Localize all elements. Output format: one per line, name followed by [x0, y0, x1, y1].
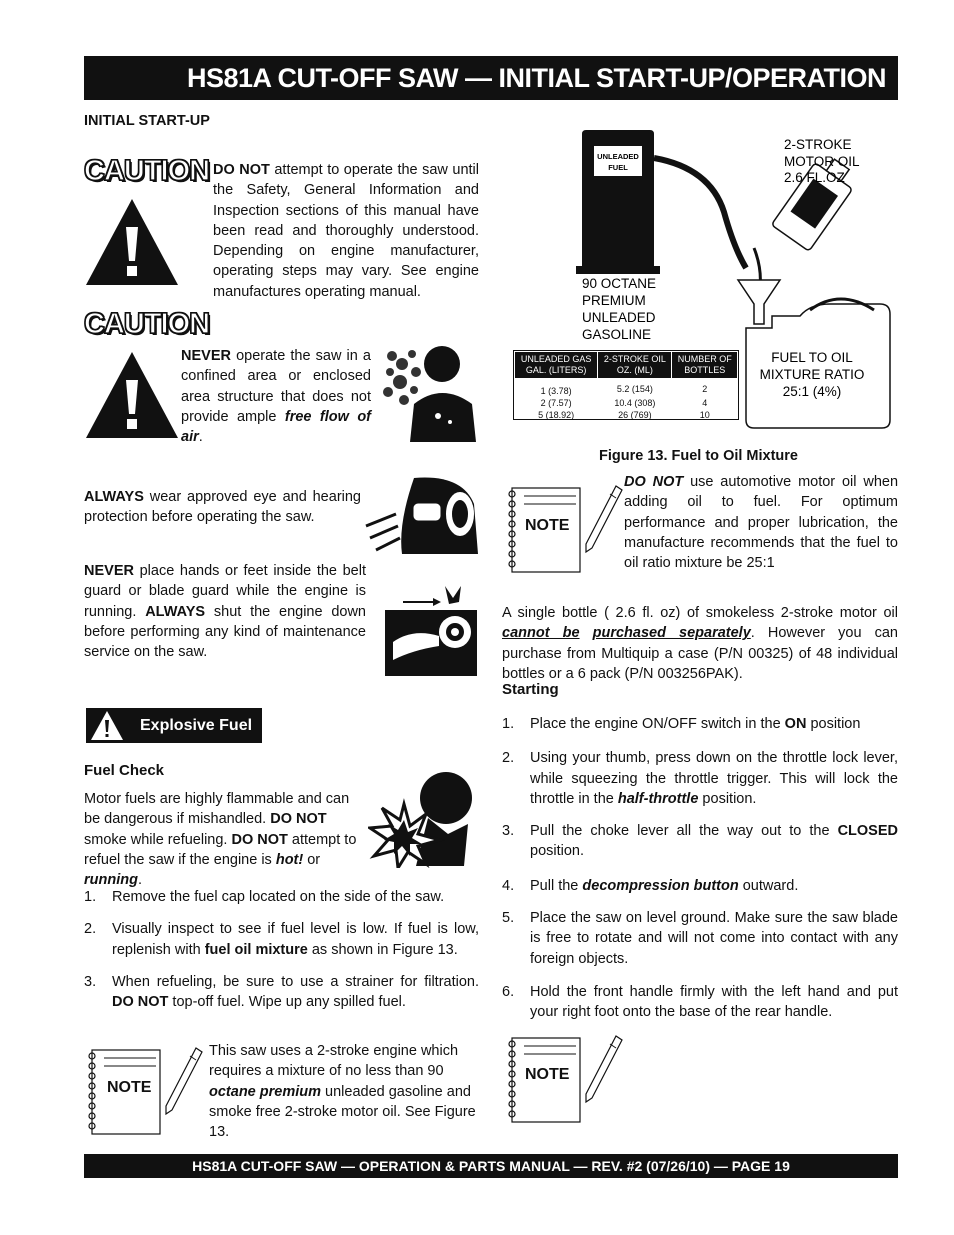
list-item: 1. Place the engine ON/OFF switch in the ON position — [502, 716, 861, 732]
note-label: NOTE — [107, 1079, 152, 1096]
starting-steps — [502, 714, 898, 1023]
starting-heading: Starting — [502, 681, 559, 698]
explosive-fuel-label: Explosive Fuel — [140, 717, 253, 734]
warning-triangle-icon — [84, 197, 180, 287]
table-row: 1 (3.78) 5.2 (154) 2 — [540, 384, 708, 396]
caution-label-2: CAUTION — [84, 308, 210, 340]
never-hands-text: NEVER place hands or feet inside the belt guard or blade guard while the engine is running. ALWAYS shut the engine down before performing any kind of maintenance service on the saw. — [84, 563, 366, 661]
caution-1-text: DO NOT attempt to operate the saw until the Safety, General Information and Inspection sections of this manual have been read and thoroughly understood. Depending on engine manufacturer, operating steps may vary. See engine manufactures operating manual. — [213, 162, 480, 300]
table-row: 5 (18.92) 26 (769) 10 — [538, 410, 710, 420]
list-item: 2. Visually inspect to see if fuel level is low. If fuel is low, replenish with fuel oil mixture as shown in Figure 13. — [84, 921, 479, 958]
page-footer — [84, 1154, 898, 1178]
oil-label-2: MOTOR OIL — [784, 154, 860, 169]
ratio-label-1: FUEL TO OIL — [771, 350, 853, 365]
fuel-check-heading: Fuel Check — [84, 762, 165, 779]
list-item: 1. Remove the fuel cap located on the side of the saw. — [84, 889, 445, 905]
list-item: 5. Place the saw on level ground. Make sure the saw blade is free to rotate and will not come into contact with any foreign objects. — [502, 910, 898, 967]
list-item: 2. Using your thumb, press down on the throttle lock lever, while squeezing the throttle trigger. This will lock the throttle in the half-throttle position. — [502, 750, 898, 807]
fuel-check-steps — [84, 887, 479, 1012]
footer-text: HS81A CUT-OFF SAW — OPERATION & PARTS MANUAL — REV. #2 (07/26/10) — PAGE 19 — [192, 1158, 790, 1174]
warning-triangle-icon — [90, 710, 124, 741]
exhaust-fumes-icon — [380, 342, 480, 442]
mixture-table — [514, 351, 738, 421]
note-text: This saw uses a 2-stroke engine which requires a mixture of no less than 90 octane premium unleaded gasoline and smoke free 2-stroke motor oil. See Figure 13. — [209, 1043, 476, 1141]
ratio-label-3: 25:1 (4%) — [782, 384, 842, 399]
eye-ear-protection-icon — [362, 474, 480, 558]
list-item: 4. Pull the decompression button outward. — [502, 877, 799, 894]
pump-label-2: FUEL — [608, 163, 628, 172]
list-item: 3. Pull the choke lever all the way out to the CLOSED position. — [502, 823, 898, 860]
gas-label-4: GASOLINE — [582, 327, 652, 342]
fuel-check-text: Motor fuels are highly flammable and can be dangerous if mishandled. DO NOT smoke while refueling. DO NOT attempt to refuel the saw if the engine is hot! or running. — [84, 791, 357, 889]
explosive-fuel-banner — [86, 708, 262, 743]
pump-label-1: UNLEADED — [597, 152, 639, 161]
table-header: 2-STROKE OIL OZ. (ML) — [598, 352, 672, 379]
note-label: NOTE — [525, 1066, 570, 1083]
bottle-paragraph: A single bottle ( 2.6 fl. oz) of smokeless 2-stroke motor oil cannot be purchased separately. However you can purchase from Multiquip a case (P/N 00325) of 48 individual bottles or a 6 pack (P/N 003256PAK). — [502, 605, 898, 682]
gas-label-3: UNLEADED — [582, 310, 656, 325]
section-heading: INITIAL START-UP — [84, 113, 210, 129]
belt-guard-hazard-icon — [383, 580, 479, 676]
list-item: 6. Hold the front handle firmly with the left hand and put your right foot onto the base of the rear handle. — [502, 983, 898, 1021]
table-row: 2 (7.57) 10.4 (308) 4 — [540, 398, 708, 408]
page-header — [84, 56, 898, 100]
table-header: NUMBER OF BOTTLES — [672, 352, 738, 379]
oil-label-1: 2-STROKE — [784, 137, 852, 152]
oil-label-3: 2.6 FL.OZ — [784, 170, 845, 185]
ratio-label-2: MIXTURE RATIO — [759, 367, 865, 382]
note-1-text: DO NOT use automotive motor oil when adding oil to fuel. For optimum performance and proper lubrication, the manufacture recommends that the fuel to oil ratio mixture be 25:1 — [624, 474, 899, 572]
figure-caption: Figure 13. Fuel to Oil Mixture — [599, 448, 798, 464]
mixture-table-box — [513, 350, 739, 420]
explosion-hazard-icon — [368, 764, 480, 868]
gas-label-1: 90 OCTANE — [582, 276, 657, 291]
gas-label-2: PREMIUM — [582, 293, 646, 308]
caution-label-1: CAUTION — [84, 155, 210, 187]
note-label: NOTE — [525, 517, 570, 534]
page-title: HS81A CUT-OFF SAW — INITIAL START-UP/OPERATION — [186, 62, 886, 93]
caution-2-text: NEVER operate the saw in a confined area or enclosed area structure that does not provide ample free flow of air. — [181, 348, 371, 446]
warning-triangle-icon — [84, 350, 180, 440]
list-item: 3. When refueling, be sure to use a strainer for filtration. DO NOT top-off fuel. Wipe up any spilled fuel. — [84, 973, 479, 1011]
table-header: UNLEADED GAS GAL. (LITERS) — [515, 352, 598, 379]
always-protection-text: ALWAYS wear approved eye and hearing protection before operating the saw. — [84, 489, 361, 526]
